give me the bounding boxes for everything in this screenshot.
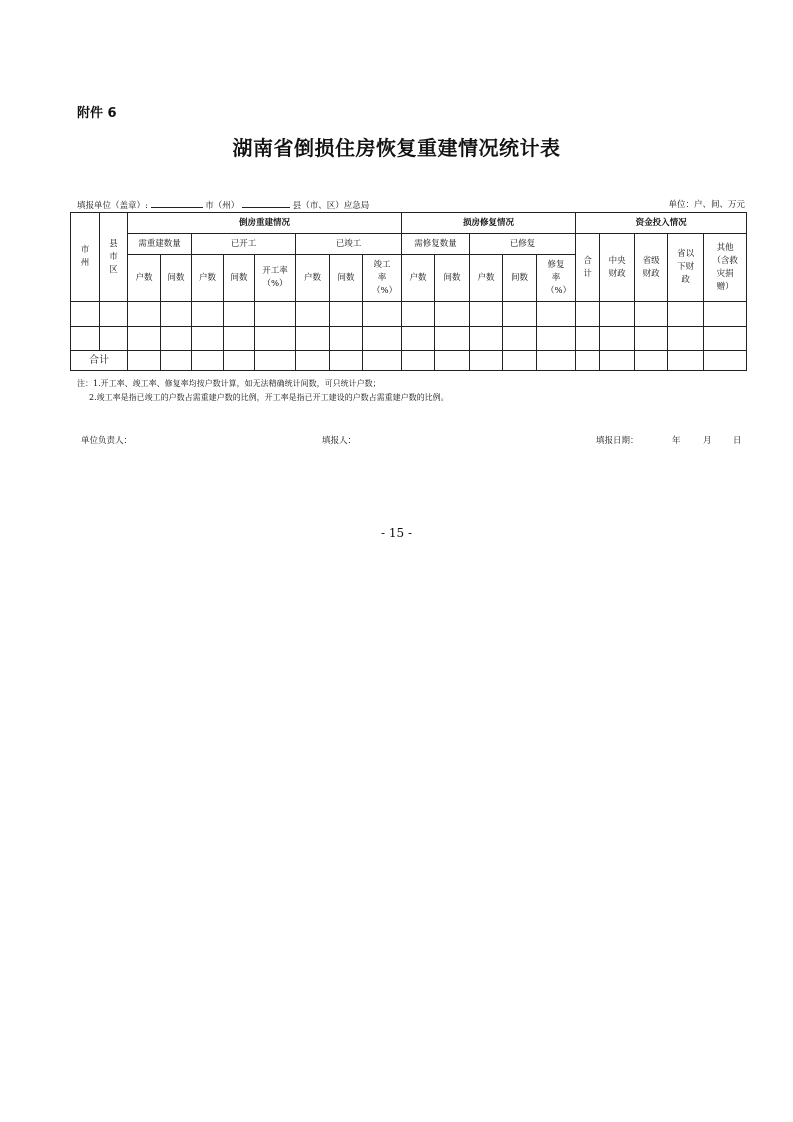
rooms-header: 间数 <box>224 255 255 302</box>
statistics-table <box>70 212 747 371</box>
rooms-header: 间数 <box>161 255 192 302</box>
households-header: 户数 <box>402 255 435 302</box>
rooms-header: 间数 <box>330 255 363 302</box>
start-rate-header: 开工率（%） <box>255 255 296 302</box>
rooms-header: 间数 <box>435 255 470 302</box>
below-province-finance-header: 省以下财政 <box>668 234 704 302</box>
county-header: 县市区 <box>100 213 128 302</box>
unit-head-label: 单位负责人： <box>81 436 133 446</box>
other-funds-header: 其他（含救灾捐赠） <box>704 234 747 302</box>
completed-header: 已竣工 <box>296 234 402 255</box>
funds-group-header: 资金投入情况 <box>576 213 747 234</box>
repaired-header: 已修复 <box>470 234 576 255</box>
county-label: 县（市、区）应急局 <box>292 201 370 211</box>
total-row-label: 合计 <box>71 351 128 371</box>
county-underline <box>242 198 290 208</box>
attachment-label: 附件 6 <box>77 106 117 121</box>
header-line <box>77 198 745 211</box>
note-2: 2.竣工率是指已竣工的户数占需重建户数的比例，开工率是指已开工建设的户数占需重建户数的比例。 <box>89 393 449 402</box>
provincial-finance-header: 省级财政 <box>635 234 668 302</box>
repair-rate-header: 修复率（%） <box>537 255 576 302</box>
page-number: - 15 - <box>380 526 412 540</box>
total-row <box>71 351 747 371</box>
table-row <box>71 327 747 351</box>
table-row <box>71 302 747 327</box>
unit-label: 单位：户、间、万元 <box>668 200 745 210</box>
city-header: 市州 <box>71 213 100 302</box>
date-day: 日 <box>733 436 742 446</box>
notes <box>77 377 449 405</box>
date-year: 年 <box>672 436 681 446</box>
households-header: 户数 <box>128 255 161 302</box>
started-header: 已开工 <box>192 234 296 255</box>
note-1: 注：1.开工率、竣工率、修复率均按户数计算，如无法精确统计间数，可只统计户数； <box>77 379 381 388</box>
households-header: 户数 <box>192 255 224 302</box>
households-header: 户数 <box>296 255 330 302</box>
complete-rate-header: 竣工率（%） <box>363 255 402 302</box>
need-repair-header: 需修复数量 <box>402 234 470 255</box>
city-label: 市（州） <box>205 201 240 211</box>
rebuild-group-header: 倒房重建情况 <box>128 213 402 234</box>
page-title: 湖南省倒损住房恢复重建情况统计表 <box>232 136 561 160</box>
need-rebuild-header: 需重建数量 <box>128 234 192 255</box>
repair-group-header: 损房修复情况 <box>402 213 576 234</box>
filler-label: 填报人： <box>322 436 357 446</box>
rooms-header: 间数 <box>503 255 537 302</box>
fill-date-label: 填报日期： <box>596 436 639 446</box>
households-header: 户数 <box>470 255 503 302</box>
central-finance-header: 中央财政 <box>600 234 635 302</box>
date-month: 月 <box>703 436 712 446</box>
fill-unit-underline <box>151 198 203 208</box>
fund-total-header: 合计 <box>576 234 600 302</box>
fill-unit-label: 填报单位（盖章）: <box>77 201 148 211</box>
